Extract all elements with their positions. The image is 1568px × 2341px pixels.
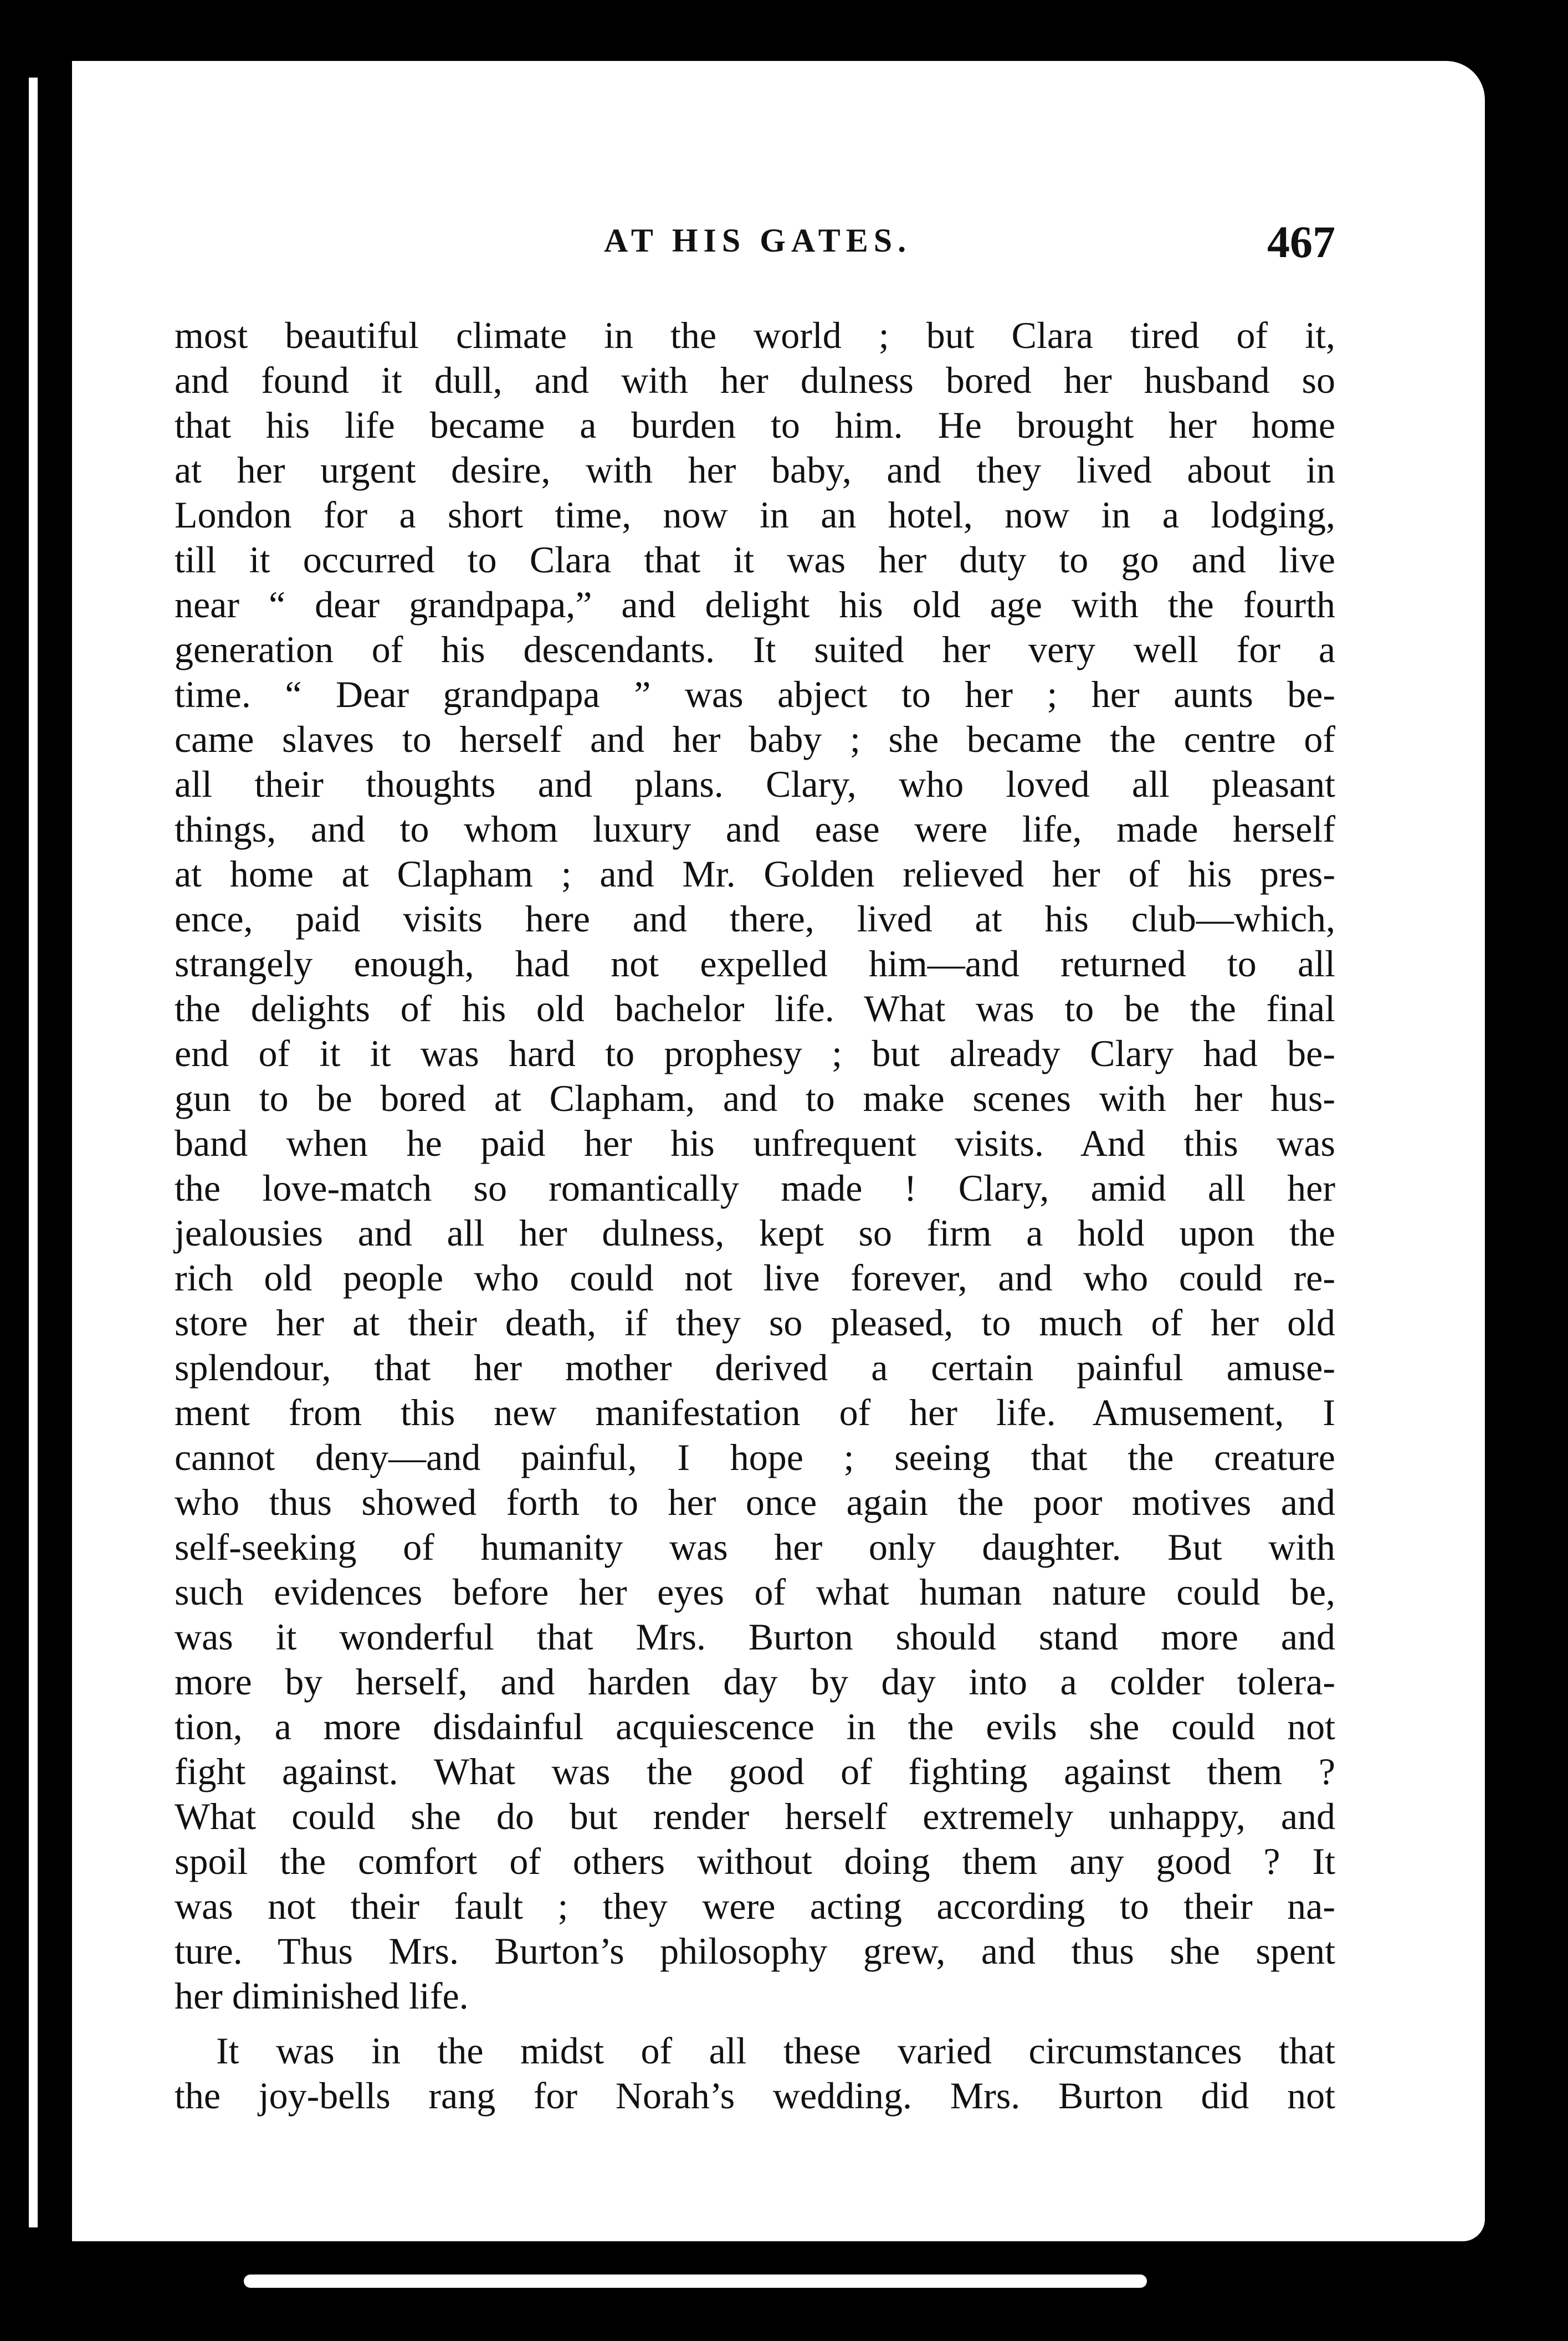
text-line: was it wonderful that Mrs. Burton should stand more and bbox=[175, 1616, 1335, 1658]
scan-edge-bar bbox=[244, 2275, 1147, 2288]
text-line: time. “ Dear grandpapa ” was abject to her ; her aunts be- bbox=[175, 673, 1335, 715]
running-title: AT HIS GATES. bbox=[604, 222, 912, 259]
text-line: her diminished life. bbox=[175, 1975, 469, 2017]
text-line: things, and to whom luxury and ease were life, made herself bbox=[175, 808, 1335, 850]
text-line: spoil the comfort of others without doing them any good ? It bbox=[175, 1840, 1335, 1882]
text-line: most beautiful climate in the world ; but Clara tired of it, bbox=[175, 314, 1335, 356]
text-line: fight against. What was the good of fighting against them ? bbox=[175, 1750, 1335, 1792]
page-number: 467 bbox=[1267, 217, 1335, 267]
text-line: What could she do but render herself extremely unhappy, and bbox=[175, 1795, 1335, 1837]
body-text bbox=[175, 313, 1335, 2118]
text-line: London for a short time, now in an hotel, now in a lodging, bbox=[175, 494, 1335, 536]
text-line: jealousies and all her dulness, kept so firm a hold upon the bbox=[175, 1212, 1335, 1254]
text-line: cannot deny—and painful, I hope ; seeing that the creature bbox=[175, 1436, 1335, 1478]
text-line: till it occurred to Clara that it was her duty to go and live bbox=[175, 539, 1335, 581]
text-line: gun to be bored at Clapham, and to make scenes with her hus- bbox=[175, 1077, 1335, 1119]
text-line: at home at Clapham ; and Mr. Golden relieved her of his pres- bbox=[175, 853, 1335, 895]
text-line: self-seeking of humanity was her only daughter. But with bbox=[175, 1526, 1335, 1568]
text-line: the joy-bells rang for Norah’s wedding. Mrs. Burton did not bbox=[175, 2074, 1335, 2117]
paragraph-gap bbox=[175, 2019, 1335, 2028]
text-line: and found it dull, and with her dulness bored her husband so bbox=[175, 359, 1335, 401]
binding-edge bbox=[29, 78, 38, 2227]
text-line: the delights of his old bachelor life. What was to be the final bbox=[175, 987, 1335, 1029]
text-line: all their thoughts and plans. Clary, who loved all pleasant bbox=[175, 763, 1335, 805]
text-line: tion, a more disdainful acquiescence in the evils she could not bbox=[175, 1705, 1335, 1748]
text-line: ture. Thus Mrs. Burton’s philosophy grew, and thus she spent bbox=[175, 1930, 1335, 1972]
text-line: ment from this new manifestation of her life. Amusement, I bbox=[175, 1391, 1335, 1433]
text-line: splendour, that her mother derived a certain painful amuse- bbox=[175, 1346, 1335, 1389]
running-head bbox=[172, 216, 1335, 277]
text-line: strangely enough, had not expelled him—and returned to all bbox=[175, 942, 1335, 985]
text-line: band when he paid her his unfrequent visits. And this was bbox=[175, 1122, 1335, 1164]
text-line: such evidences before her eyes of what human nature could be, bbox=[175, 1571, 1335, 1613]
text-line: that his life became a burden to him. He brought her home bbox=[175, 404, 1335, 446]
text-line: end of it it was hard to prophesy ; but already Clary had be- bbox=[175, 1032, 1335, 1074]
text-line: generation of his descendants. It suited her very well for a bbox=[175, 628, 1335, 670]
text-line: It was in the midst of all these varied circumstances that bbox=[216, 2030, 1335, 2072]
text-line: ence, paid visits here and there, lived at his club—which, bbox=[175, 898, 1335, 940]
text-line: more by herself, and harden day by day into a colder tolera- bbox=[175, 1661, 1335, 1703]
text-line: rich old people who could not live forever, and who could re- bbox=[175, 1257, 1335, 1299]
text-line: was not their fault ; they were acting according to their na- bbox=[175, 1885, 1335, 1927]
text-line: at her urgent desire, with her baby, and they lived about in bbox=[175, 449, 1335, 491]
text-line: store her at their death, if they so pleased, to much of her old bbox=[175, 1302, 1335, 1344]
text-line: who thus showed forth to her once again the poor motives and bbox=[175, 1481, 1335, 1523]
text-line: came slaves to herself and her baby ; she became the centre of bbox=[175, 718, 1335, 760]
paragraph-new bbox=[175, 2028, 1335, 2118]
text-line: the love-match so romantically made ! Clary, amid all her bbox=[175, 1167, 1335, 1209]
text-line: near “ dear grandpapa,” and delight his old age with the fourth bbox=[175, 583, 1335, 626]
paragraph-continued bbox=[175, 313, 1335, 2019]
